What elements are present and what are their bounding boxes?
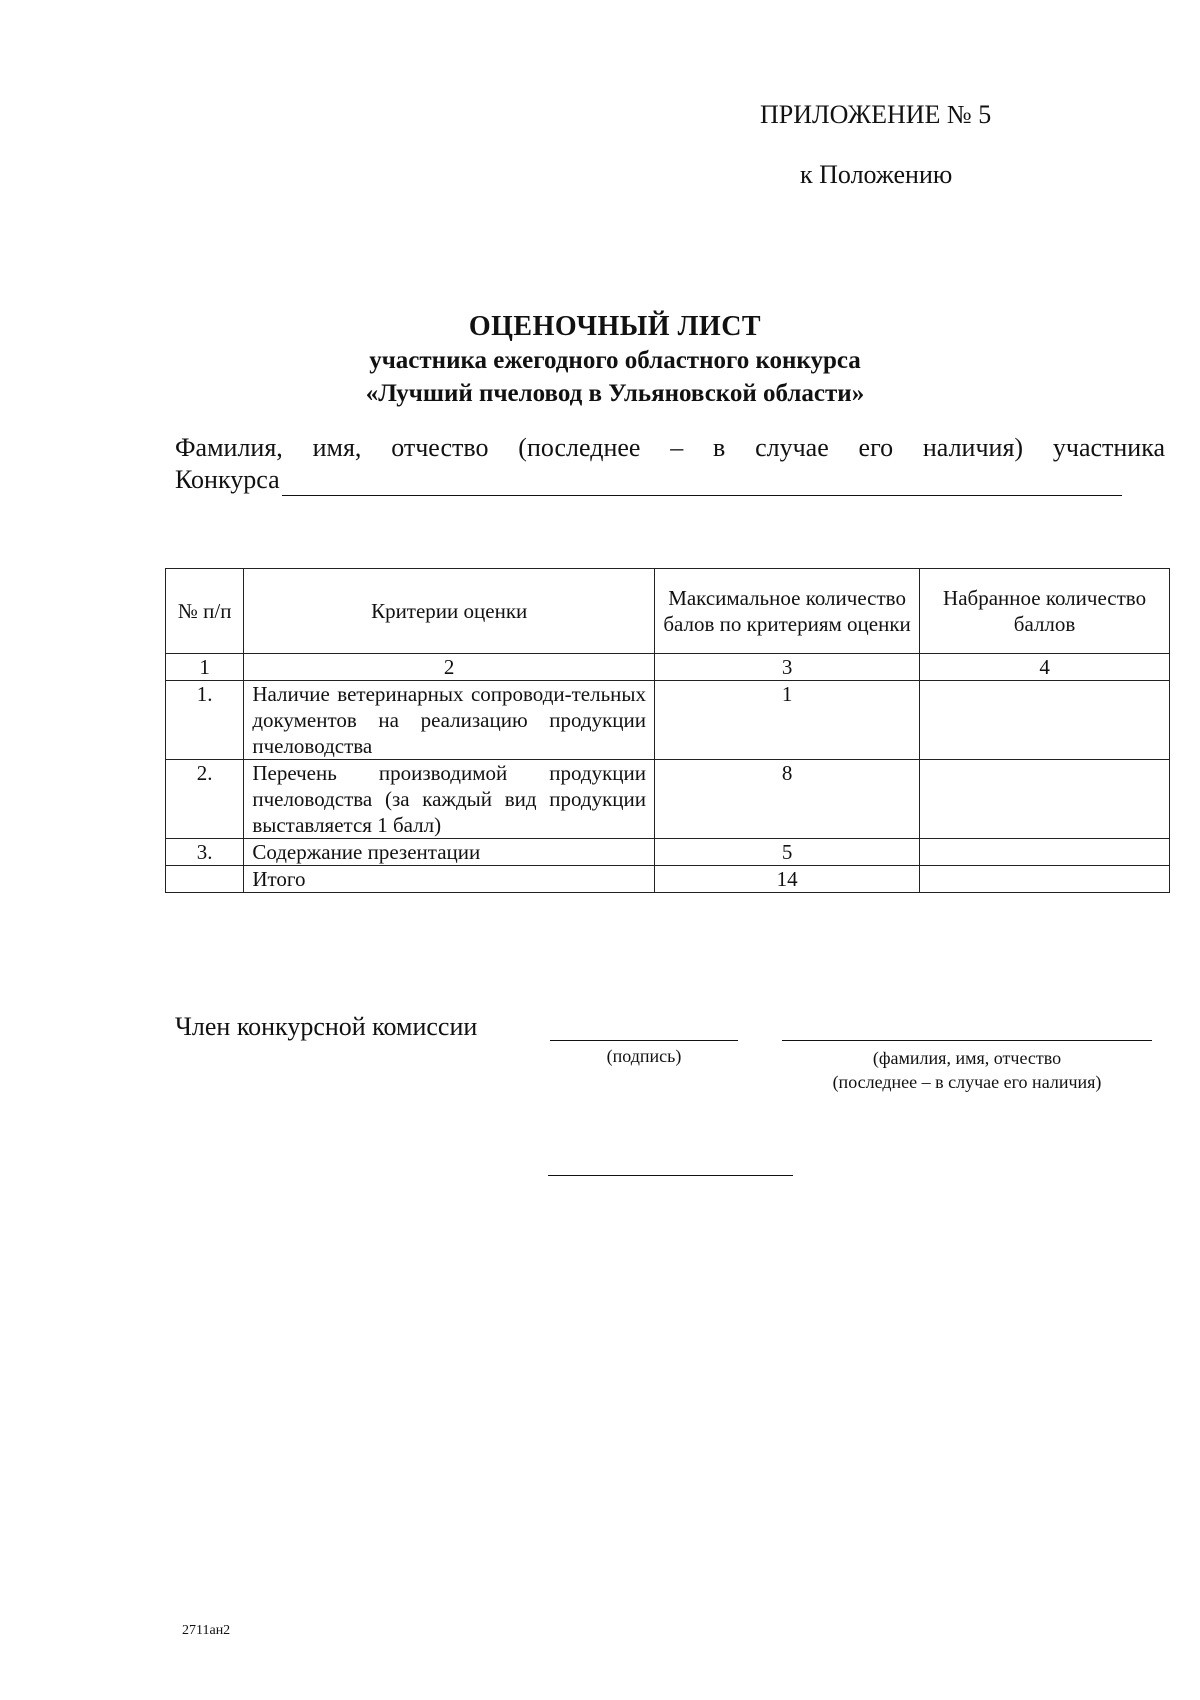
participant-name-label: Фамилия, имя, отчество (последнее – в случае его наличия) участника: [175, 433, 1165, 462]
row-max-score: 5: [655, 839, 920, 866]
row-num: 1.: [166, 681, 244, 760]
row-num: 2.: [166, 760, 244, 839]
signature-blank-line: [550, 1040, 738, 1041]
table-total-row: [166, 866, 1170, 893]
row-num: 3.: [166, 839, 244, 866]
index-cell: 2: [244, 654, 655, 681]
appendix-number: ПРИЛОЖЕНИЕ № 5: [760, 100, 992, 129]
member-name-caption-line1: (фамилия, имя, отчество: [872, 1048, 1062, 1068]
document-subtitle-1: участника ежегодного областного конкурса: [369, 347, 861, 374]
participant-name-blank-line: [282, 469, 1122, 496]
row-max-score: 1: [655, 681, 920, 760]
participant-name-label-cont: Конкурса: [175, 465, 280, 494]
table-row: [166, 760, 1170, 839]
appendix-reference: к Положению: [800, 160, 953, 189]
member-name-caption: [782, 1046, 1152, 1094]
row-received-score[interactable]: [920, 839, 1170, 866]
header-criteria: Критерии оценки: [244, 569, 655, 654]
column-index-row: [166, 654, 1170, 681]
row-max-score: 8: [655, 760, 920, 839]
member-name-caption-line2: (последнее – в случае его наличия): [832, 1072, 1102, 1092]
table-row: [166, 839, 1170, 866]
total-max-score: 14: [655, 866, 920, 893]
signature-caption: (подпись): [606, 1046, 682, 1066]
participant-name-field: [175, 464, 1165, 496]
row-criteria: Перечень производимой продукции пчеловодства (за каждый вид продукции выставляется 1 балл): [244, 760, 655, 839]
table-row: [166, 681, 1170, 760]
header-max-score: Максимальное количество балов по критериям оценки: [655, 569, 920, 654]
index-cell: 3: [655, 654, 920, 681]
evaluation-table: [165, 568, 1170, 893]
member-name-blank-line: [782, 1040, 1152, 1041]
header-num: № п/п: [166, 569, 244, 654]
row-received-score[interactable]: [920, 681, 1170, 760]
row-criteria: Содержание презентации: [244, 839, 655, 866]
total-received-score[interactable]: [920, 866, 1170, 893]
row-received-score[interactable]: [920, 760, 1170, 839]
header-received-score: Набранное количество баллов: [920, 569, 1170, 654]
total-label: Итого: [244, 866, 655, 893]
commission-member-label: Член конкурсной комиссии: [175, 1012, 478, 1041]
document-code: 2711ан2: [182, 1623, 231, 1638]
index-cell: 4: [920, 654, 1170, 681]
document-title-block: [150, 310, 1080, 410]
document-title: ОЦЕНОЧНЫЙ ЛИСТ: [468, 311, 762, 342]
closing-separator-line: [548, 1175, 793, 1176]
document-subtitle-2: «Лучший пчеловод в Ульяновской области»: [365, 380, 865, 407]
table-header-row: [166, 569, 1170, 654]
total-num: [166, 866, 244, 893]
index-cell: 1: [166, 654, 244, 681]
row-criteria: Наличие ветеринарных сопроводи-тельных документов на реализацию продукции пчеловодства: [244, 681, 655, 760]
